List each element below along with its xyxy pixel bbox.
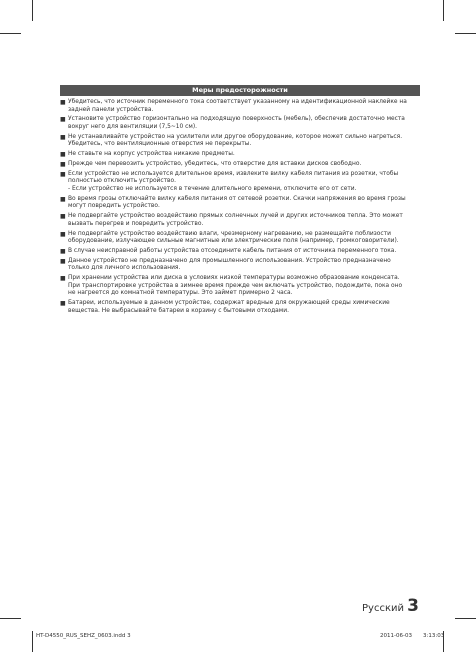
crop-mark bbox=[0, 33, 21, 34]
list-item bbox=[60, 171, 420, 194]
list-item bbox=[60, 213, 420, 228]
crop-mark bbox=[32, 0, 33, 21]
bullet-icon: ■ bbox=[60, 248, 66, 256]
slug-date: 2011-06-03 bbox=[380, 633, 412, 639]
list-item-text: При хранении устройства или диска в условиях низкой температуры возможно образование конденсата. bbox=[68, 275, 400, 282]
list-item bbox=[60, 134, 420, 149]
bullet-icon: ■ bbox=[60, 133, 66, 141]
list-item-text: Данное устройство не предназначено для промышленного использования. Устройство предназначено bbox=[68, 257, 391, 264]
list-item-text: вызвать перегрев и повредить устройство. bbox=[68, 220, 204, 227]
crop-mark bbox=[32, 631, 33, 652]
list-item-text: - Если устройство не используется в течение длительного времени, отключите его от сети. bbox=[68, 185, 357, 192]
section-title: Меры предосторожности bbox=[60, 85, 420, 96]
list-item bbox=[60, 248, 420, 256]
bullet-icon: ■ bbox=[60, 257, 66, 265]
list-item bbox=[60, 151, 420, 159]
slug-time: 3:13:03 bbox=[423, 633, 445, 639]
bullet-icon: ■ bbox=[60, 161, 66, 169]
list-item-text: могут повредить устройство. bbox=[68, 203, 160, 210]
list-item-text: Не подвергайте устройство воздействию прямых солнечных лучей и других источников тепла. Это может bbox=[68, 213, 403, 220]
page-number: 3 bbox=[407, 596, 419, 616]
list-item-text: вокруг него для вентиляции (7,5~10 см). bbox=[68, 123, 198, 130]
list-item-text: В случае неисправной работы устройства отсоедините кабель питания от источника переменного тока. bbox=[68, 248, 397, 255]
list-item-text: Не подвергайте устройство воздействию влаги, чрезмерному нагреванию, не размещайте поблизости bbox=[68, 230, 391, 237]
bullet-icon: ■ bbox=[60, 116, 66, 124]
bullet-icon: ■ bbox=[60, 99, 66, 106]
list-item bbox=[60, 99, 420, 114]
list-item bbox=[60, 161, 420, 169]
bullet-icon: ■ bbox=[60, 170, 66, 178]
list-item-text: Убедитесь, что источник переменного тока соответствует указанному на идентификационной наклейке на bbox=[68, 99, 407, 105]
bullet-icon: ■ bbox=[60, 195, 66, 203]
list-item-text: задней панели устройства. bbox=[68, 106, 154, 113]
crop-mark bbox=[443, 0, 444, 21]
precautions-list bbox=[60, 99, 420, 318]
list-item-text: Не ставьте на корпус устройства никакие предметы. bbox=[68, 151, 235, 158]
list-item bbox=[60, 116, 420, 131]
bullet-icon: ■ bbox=[60, 151, 66, 159]
list-item bbox=[60, 196, 420, 211]
list-item bbox=[60, 258, 420, 273]
list-item-text: оборудование, излучающее сильные магнитные или электрические поля (например, громкоговорители). bbox=[68, 238, 399, 245]
footer-language: Русский bbox=[362, 603, 404, 614]
slug-file: HT-D4550_RUS_SEHZ_0603.indd 3 bbox=[36, 633, 131, 639]
bullet-icon: ■ bbox=[60, 230, 66, 238]
list-item-text: Если устройство не используется длительное время, извлеките вилку кабеля питания из розетки, чтобы bbox=[68, 170, 399, 177]
crop-mark bbox=[455, 33, 476, 34]
list-item-text: не нагреется до комнатной температуры. Это займет примерно 2 часа. bbox=[68, 290, 293, 297]
list-item-text: Во время грозы отключайте вилку кабеля питания от сетевой розетки. Скачки напряжения во время грозы bbox=[68, 195, 406, 202]
list-item-text: Убедитесь, что вентиляционные отверстия не перекрыты. bbox=[68, 141, 252, 148]
list-item-text: Установите устройство горизонтально на подходящую поверхность (мебель), обеспечив достаточно места bbox=[68, 116, 405, 123]
bullet-icon: ■ bbox=[60, 275, 66, 283]
list-item bbox=[60, 231, 420, 246]
list-item-text: полностью отключить устройство. bbox=[68, 178, 176, 185]
list-item-text: Не устанавливайте устройство на усилители или другое оборудование, которое может сильно нагреться. bbox=[68, 133, 403, 140]
list-item bbox=[60, 300, 420, 315]
list-item-text: При транспортировке устройства в зимнее время прежде чем включать устройство, подождите, пока оно bbox=[68, 282, 403, 289]
list-item bbox=[60, 275, 420, 298]
crop-mark bbox=[0, 618, 21, 619]
crop-mark bbox=[455, 618, 476, 619]
list-item-text: вещества. Не выбрасывайте батареи в корзину с бытовыми отходами. bbox=[68, 307, 289, 314]
bullet-icon: ■ bbox=[60, 213, 66, 221]
list-item-text: Батареи, используемые в данном устройстве, содержат вредные для окружающей среды химические bbox=[68, 300, 390, 307]
list-item-text: Прежде чем перевозить устройство, убедитесь, что отверстие для вставки дисков свободно. bbox=[68, 161, 362, 168]
bullet-icon: ■ bbox=[60, 300, 66, 308]
list-item-text: только для личного использования. bbox=[68, 265, 181, 272]
